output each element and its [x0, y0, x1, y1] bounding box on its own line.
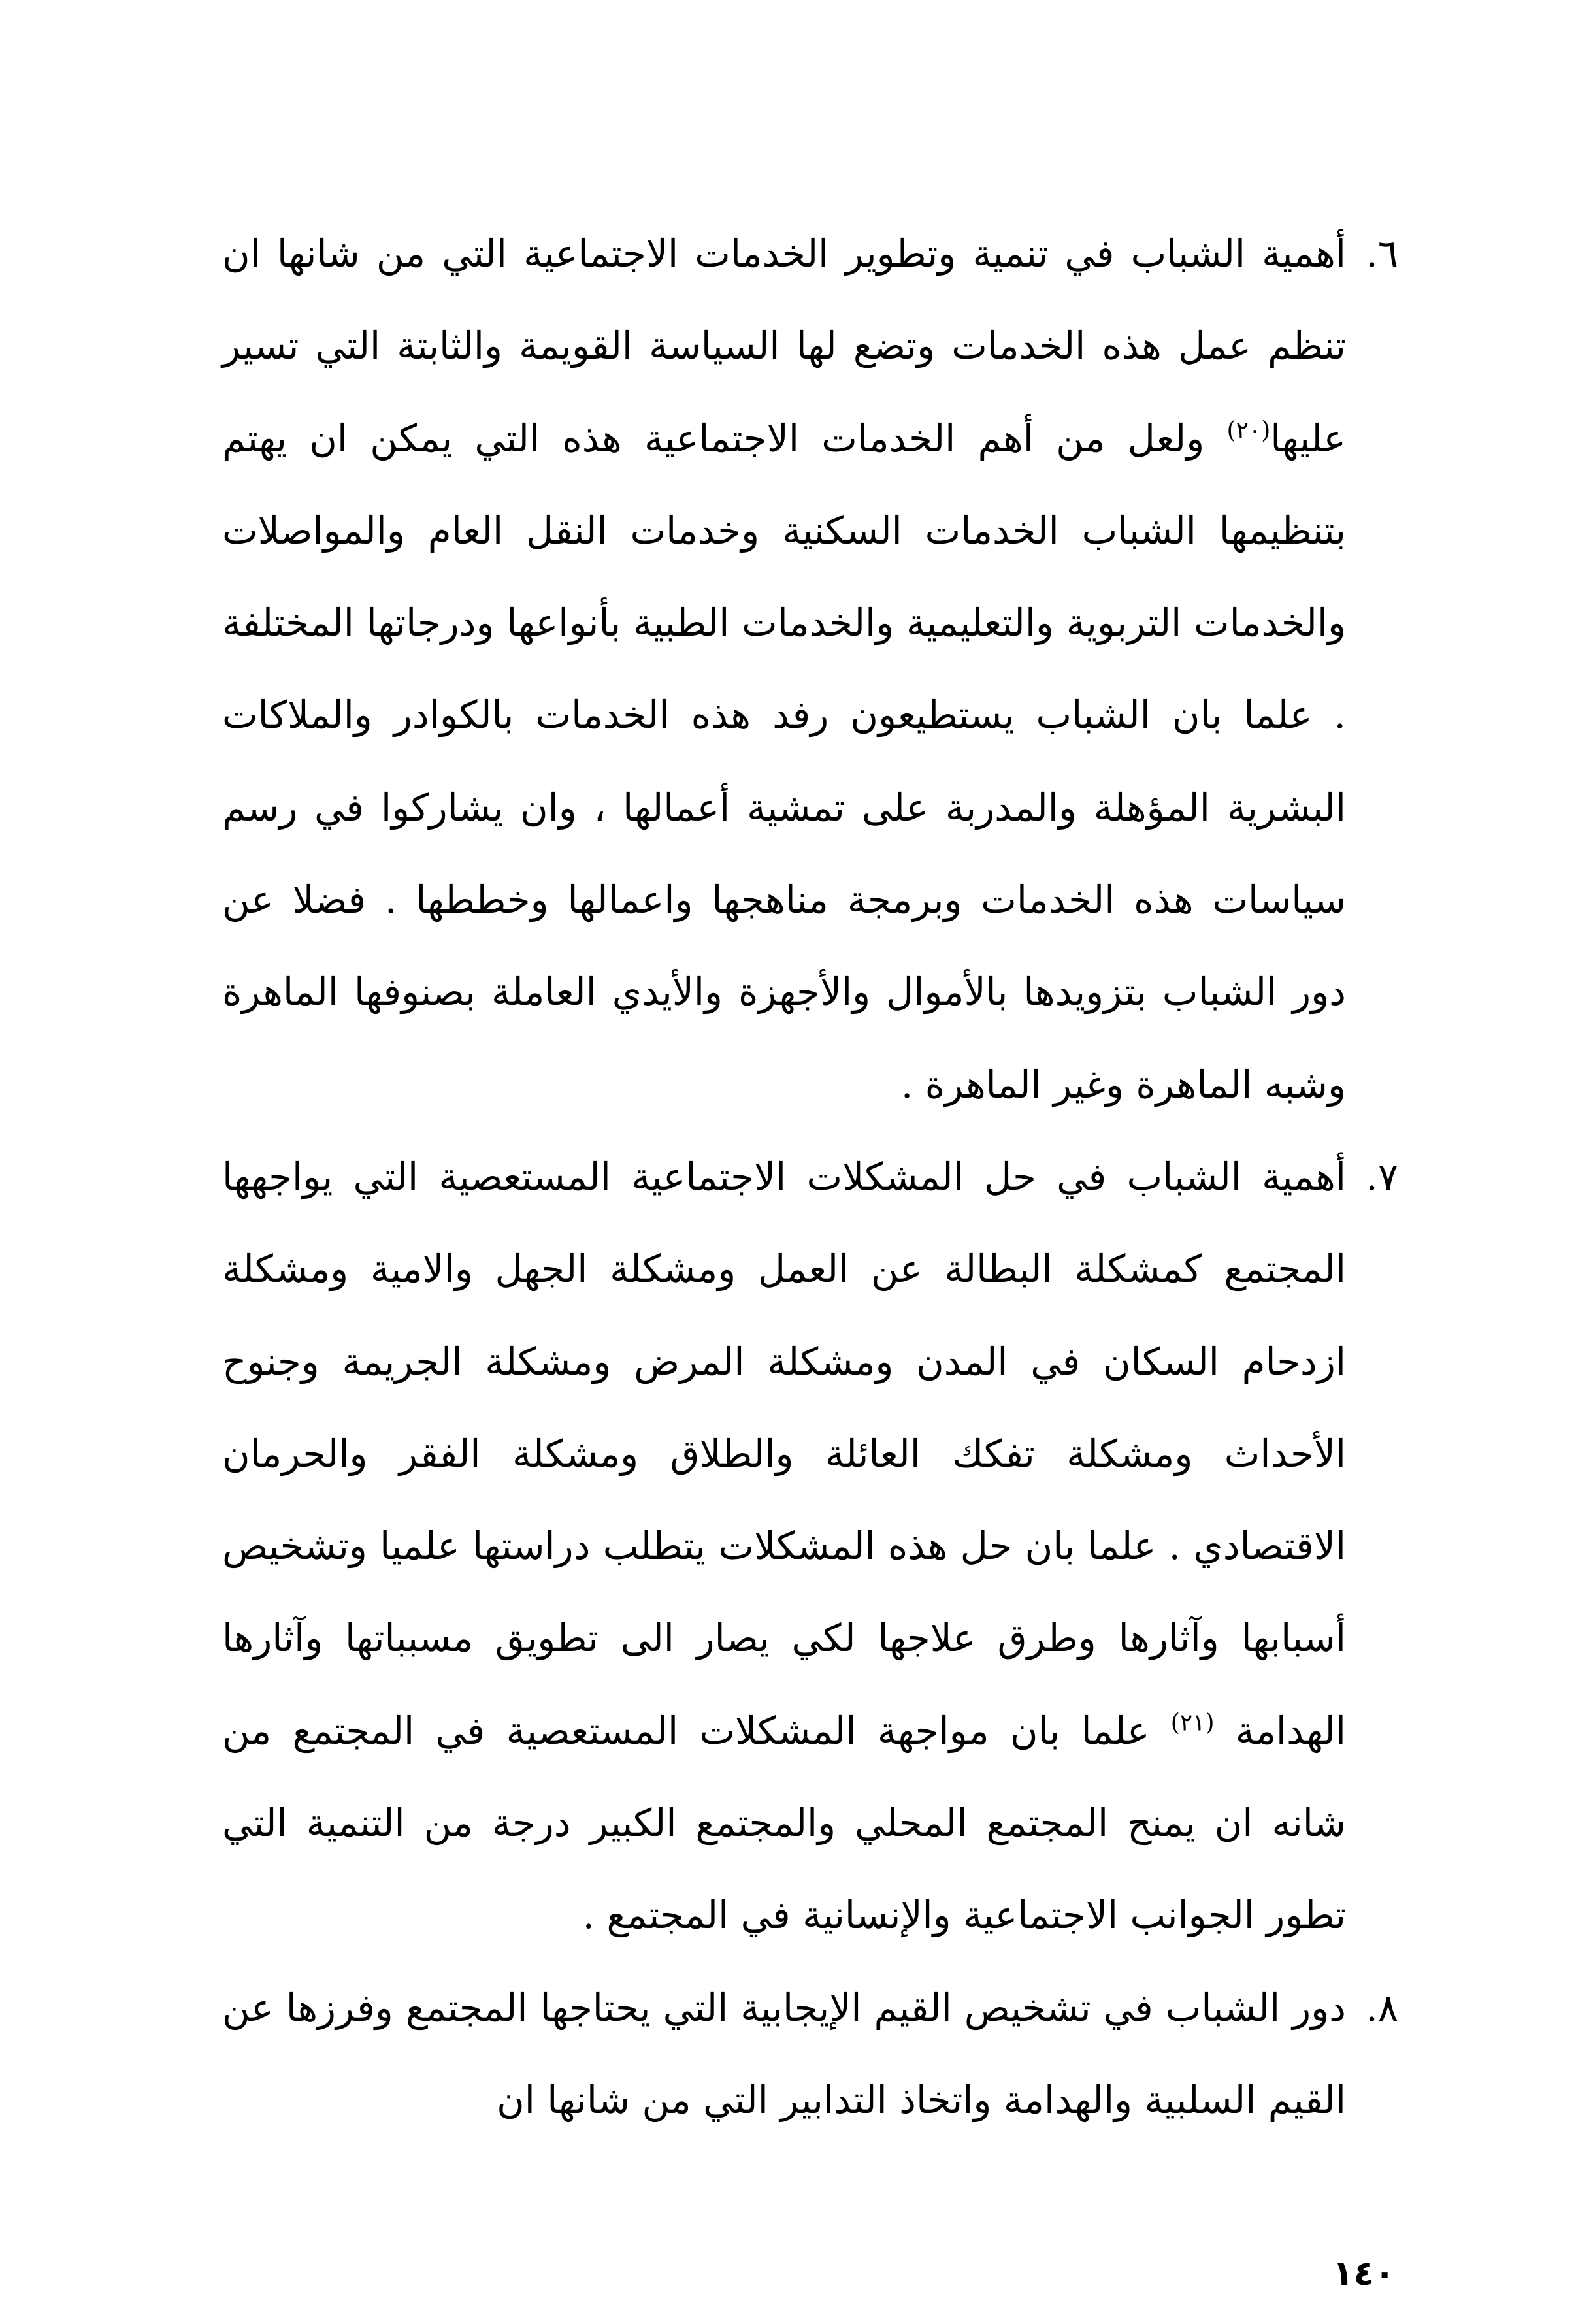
paragraph-text: أهمية الشباب في حل المشكلات الاجتماعية المستعصية التي يواجهها المجتمع كمشكلة البطالة عن العمل ومشكلة الجهل والامية ومشكلة ازدحام السكان في المدن ومشكلة المرض ومشكلة الجريمة وجنوح الأحداث ومشكلة تفكك العائلة والطلاق ومشكلة الفقر والحرمان الاقتصادي . علما بان حل هذه المشكلات يتطلب دراستها علميا وتشخيص أسبابها وآثارها وطرق علاجها لكي يصار الى تطويق مسبباتها وآثارها الهدامة [222, 1154, 1347, 1753]
page-body [222, 208, 1398, 2146]
list-item-text [222, 208, 1346, 1131]
list-item-7 [222, 1131, 1398, 1962]
list-item-number: ٦. [1366, 231, 1398, 276]
footnote-reference: (٢٠) [1226, 417, 1271, 444]
page-number: ١٤٠ [1332, 2254, 1395, 2293]
paragraph-text: أهمية الشباب في تنمية وتطوير الخدمات الاجتماعية التي من شانها ان تنظم عمل هذه الخدمات وتضع لها السياسة القويمة والثابتة التي تسير عليها [222, 231, 1346, 461]
paragraph-text: ولعل من أهم الخدمات الاجتماعية هذه التي يمكن ان يهتم بتنظيمها الشباب الخدمات السكنية وخدمات النقل العام والمواصلات والخدمات التربوية والتعليمية والخدمات الطبية بأنواعها ودرجاتها المختلفة . علما بان الشباب يستطيعون رفد هذه الخدمات بالكوادر والملاكات البشرية المؤهلة والمدربة على تمشية أعمالها ، وان يشاركوا في رسم سياسات هذه الخدمات وبرمجة مناهجها واعمالها وخططها . فضلا عن دور الشباب بتزويدها بالأموال والأجهزة والأيدي العاملة بصنوفها الماهرة وشبه الماهرة وغير الماهرة . [222, 416, 1346, 1107]
list-item-text [222, 1962, 1346, 2147]
list-item-text [222, 1131, 1346, 1962]
list-item-number: ٨. [1366, 1985, 1398, 2030]
paragraph-text: دور الشباب في تشخيص القيم الإيجابية التي يحتاجها المجتمع وفرزها عن القيم السلبية والهدامة واتخاذ التدابير التي من شانها ان [222, 1985, 1346, 2122]
list-item-number: ٧. [1366, 1154, 1398, 1199]
footnote-reference: (٢١) [1170, 1709, 1215, 1737]
paragraph-text: علما بان مواجهة المشكلات المستعصية في المجتمع من شانه ان يمنح المجتمع المحلي والمجتمع الكبير درجة من التنمية التي تطور الجوانب الاجتماعية والإنسانية في المجتمع . [222, 1708, 1346, 1938]
list-item-6 [222, 208, 1398, 1131]
list-item-8 [222, 1962, 1398, 2147]
